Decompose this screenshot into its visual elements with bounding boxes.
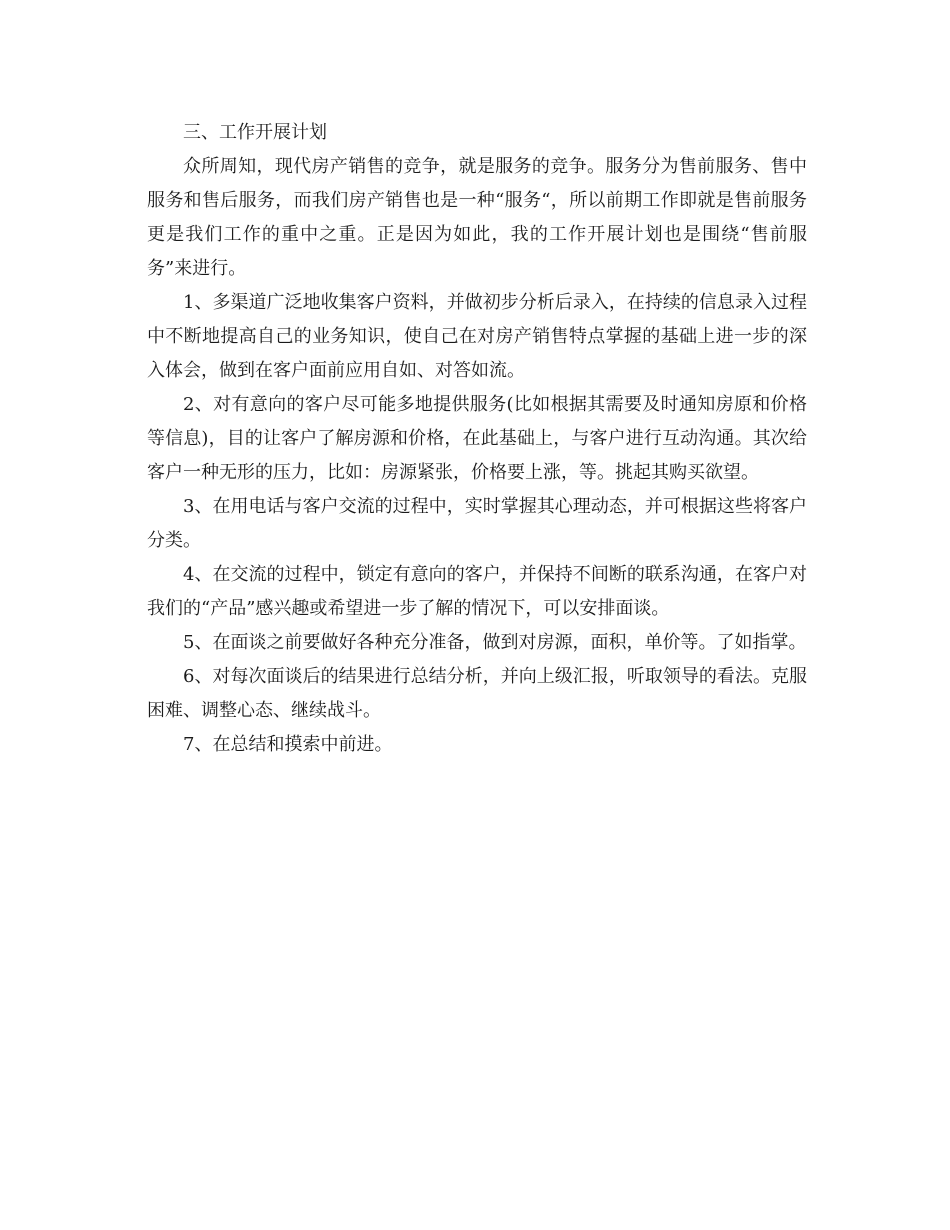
paragraph-item-3: 3、在用电话与客户交流的过程中，实时掌握其心理动态，并可根据这些将客户分类。: [147, 496, 807, 551]
paragraph-item-2: 2、对有意向的客户尽可能多地提供服务(比如根据其需要及时通知房原和价格等信息)，目的让客户了解房源和价格，在此基础上，与客户进行互动沟通。其次给客户一种无形的压力，比如：房源紧张，价格要上涨，等。挑起其购买欲望。: [147, 394, 807, 483]
paragraph-item-7: 7、在总结和摸索中前进。: [183, 734, 393, 755]
document-body: [147, 116, 807, 762]
paragraph-item-5: 5、在面谈之前要做好各种充分准备，做到对房源，面积，单价等。了如指掌。: [183, 632, 807, 653]
paragraph-item-6: 6、对每次面谈后的结果进行总结分析，并向上级汇报，听取领导的看法。克服困难、调整心态、继续战斗。: [147, 666, 807, 721]
paragraph-intro: 众所周知，现代房产销售的竞争，就是服务的竞争。服务分为售前服务、售中服务和售后服务，而我们房产销售也是一种“服务“，所以前期工作即就是售前服务更是我们工作的重中之重。正是因为如此，我的工作开展计划也是围绕“售前服务”来进行。: [147, 156, 807, 279]
paragraph-item-1: 1、多渠道广泛地收集客户资料，并做初步分析后录入，在持续的信息录入过程中不断地提高自己的业务知识，使自己在对房产销售特点掌握的基础上进一步的深入体会，做到在客户面前应用自如、对答如流。: [147, 292, 807, 381]
paragraph-item-4: 4、在交流的过程中，锁定有意向的客户，并保持不间断的联系沟通，在客户对我们的“产品”感兴趣或希望进一步了解的情况下，可以安排面谈。: [147, 564, 807, 619]
section-heading: 三、工作开展计划: [183, 122, 327, 143]
